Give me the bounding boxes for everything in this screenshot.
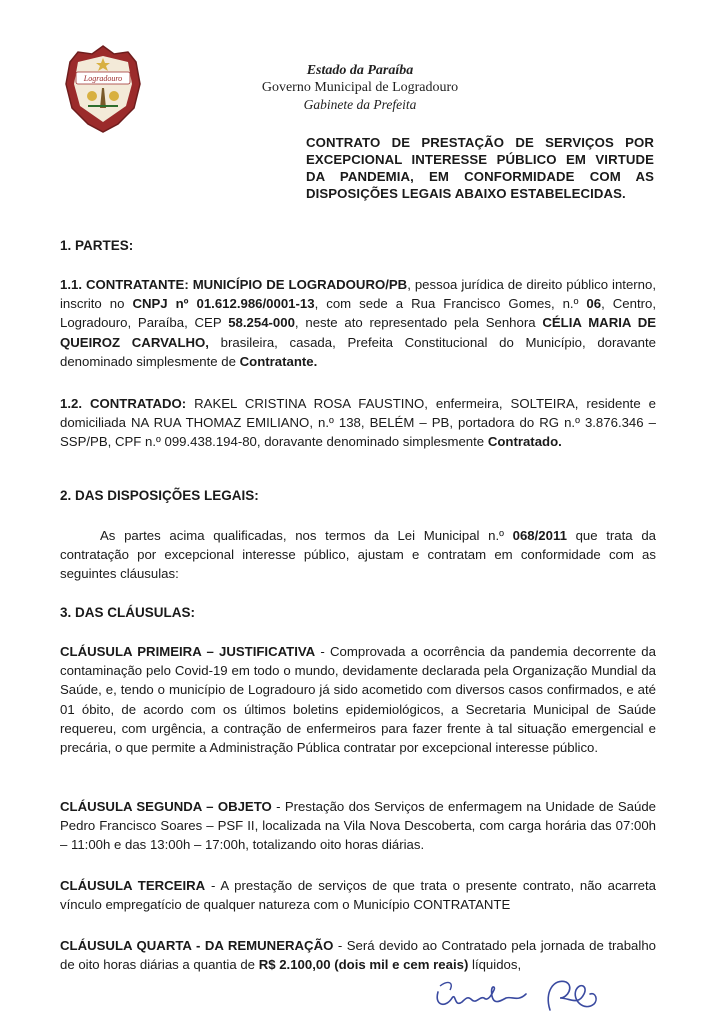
remuneration-value: R$ 2.100,00 (dois mil e cem reais) xyxy=(258,957,469,973)
text-span: que trata da contratação por excepcional interesse público, ajustam e contratam em conformidade com as seguintes cláusulas: xyxy=(60,528,656,582)
letterhead-office: Gabinete da Prefeita xyxy=(303,97,417,112)
contratante-term: Contratante. xyxy=(239,353,318,369)
clause-third-label: CLÁUSULA TERCEIRA xyxy=(60,878,206,893)
crest-banner-text: Logradouro xyxy=(83,74,123,83)
text-span: , Centro, Logradouro, Paraíba, CEP xyxy=(60,296,657,331)
clause-third-text: - A prestação de serviços de que trata o presente contrato, não acarreta vínculo empregatício de qualquer natureza com o Município CONTRATANTE xyxy=(60,878,657,913)
letterhead-government: Governo Municipal de Logradouro xyxy=(261,80,459,95)
clause-second xyxy=(60,797,656,855)
clause-fourth xyxy=(60,936,656,974)
clause-fourth-label: CLÁUSULA QUARTA - DA REMUNERAÇÃO xyxy=(60,938,334,953)
clause-second-label: CLÁUSULA SEGUNDA – OBJETO xyxy=(60,799,272,814)
clause-first-label: CLÁUSULA PRIMEIRA – JUSTIFICATIVA xyxy=(60,644,316,659)
letterhead xyxy=(215,62,505,113)
cnpj-value: CNPJ nº 01.612.986/0001-13 xyxy=(132,296,315,312)
mayor-name: CÉLIA MARIA DE QUEIROZ CARVALHO, xyxy=(60,315,657,350)
clause-fourth-text-end: líquidos, xyxy=(468,957,522,973)
paragraph-contratante xyxy=(60,275,656,371)
text-span: RAKEL CRISTINA ROSA FAUSTINO, enfermeira, SOLTEIRA, residente e domiciliada NA RUA THOMAZ EMILIANO, n.º 138, BELÉM – PB, portadora do RG n.º 3.876.346 – SSP/PB, CPF n.º 099.438.194-80, doravante denominado simplesmente xyxy=(60,396,656,450)
clause-first-text: - Comprovada a ocorrência da pandemia decorrente da contaminação pelo Covid-19 em todo o mundo, devidamente declarada pela Organização Mundial da Saúde, e, tendo o município de Logradouro já sido acometido com diversos casos confirmados, e até 01 óbito, de acordo com os últimos boletins epidemiológicos, a Secretaria Municipal de Saúde requereu, com urgência, a contração de enfermeiros para fazer frente à tal situação emergencial e precária, o que permite a Administração Pública contratar por excepcional interesse público. xyxy=(60,644,656,756)
paragraph-contratado xyxy=(60,394,656,452)
contract-title: CONTRATO DE PRESTAÇÃO DE SERVIÇOS POR EXCEPCIONAL INTERESSE PÚBLICO EM VIRTUDE DA PANDEMIA, EM CONFORMIDADE COM AS DISPOSIÇÕES LEGAIS ABAIXO ESTABELECIDAS. xyxy=(306,135,654,201)
contratado-label: 1.2. CONTRATADO: xyxy=(60,396,187,411)
text-span: brasileira, casada, Prefeita Constitucional do Município, doravante denominado simplesmente de xyxy=(60,334,656,369)
municipal-crest-emblem xyxy=(62,44,144,134)
signature-initials-1 xyxy=(432,972,532,1018)
clause-second-text: - Prestação dos Serviços de enfermagem na Unidade de Saúde Pedro Francisco Soares – PSF II, localizada na Vila Nova Descoberta, com carga horária das 07:00h – 11:00h e das 13:00h – 17:00h, totalizando oito horas diárias. xyxy=(60,799,657,853)
text-span: , com sede a Rua Francisco Gomes, n.º xyxy=(314,296,587,312)
address-number: 06 xyxy=(586,296,602,312)
text-span: , pessoa jurídica de direito público interno, inscrito no xyxy=(60,277,656,312)
section-heading-partes: 1. PARTES: xyxy=(60,238,134,253)
contratante-label: 1.1. CONTRATANTE: MUNICÍPIO DE LOGRADOURO/PB xyxy=(60,277,408,292)
clause-first xyxy=(60,642,656,757)
text-span: , neste ato representado pela Senhora xyxy=(294,315,543,331)
clause-fourth-text: - Será devido ao Contratado pela jornada de trabalho de oito horas diárias a quantia de xyxy=(60,938,656,973)
section-heading-clausulas: 3. DAS CLÁUSULAS: xyxy=(60,605,196,620)
clause-third xyxy=(60,876,656,914)
paragraph-disposicoes xyxy=(60,526,656,584)
text-span: As partes acima qualificadas, nos termos da Lei Municipal n.º xyxy=(100,528,513,543)
signature-initials-2 xyxy=(540,972,600,1018)
law-number: 068/2011 xyxy=(512,528,567,543)
section-heading-disposicoes: 2. DAS DISPOSIÇÕES LEGAIS: xyxy=(60,488,259,503)
contratado-term: Contratado. xyxy=(487,434,562,450)
cep-value: 58.254-000 xyxy=(228,315,295,331)
letterhead-state: Estado da Paraíba xyxy=(306,63,414,78)
